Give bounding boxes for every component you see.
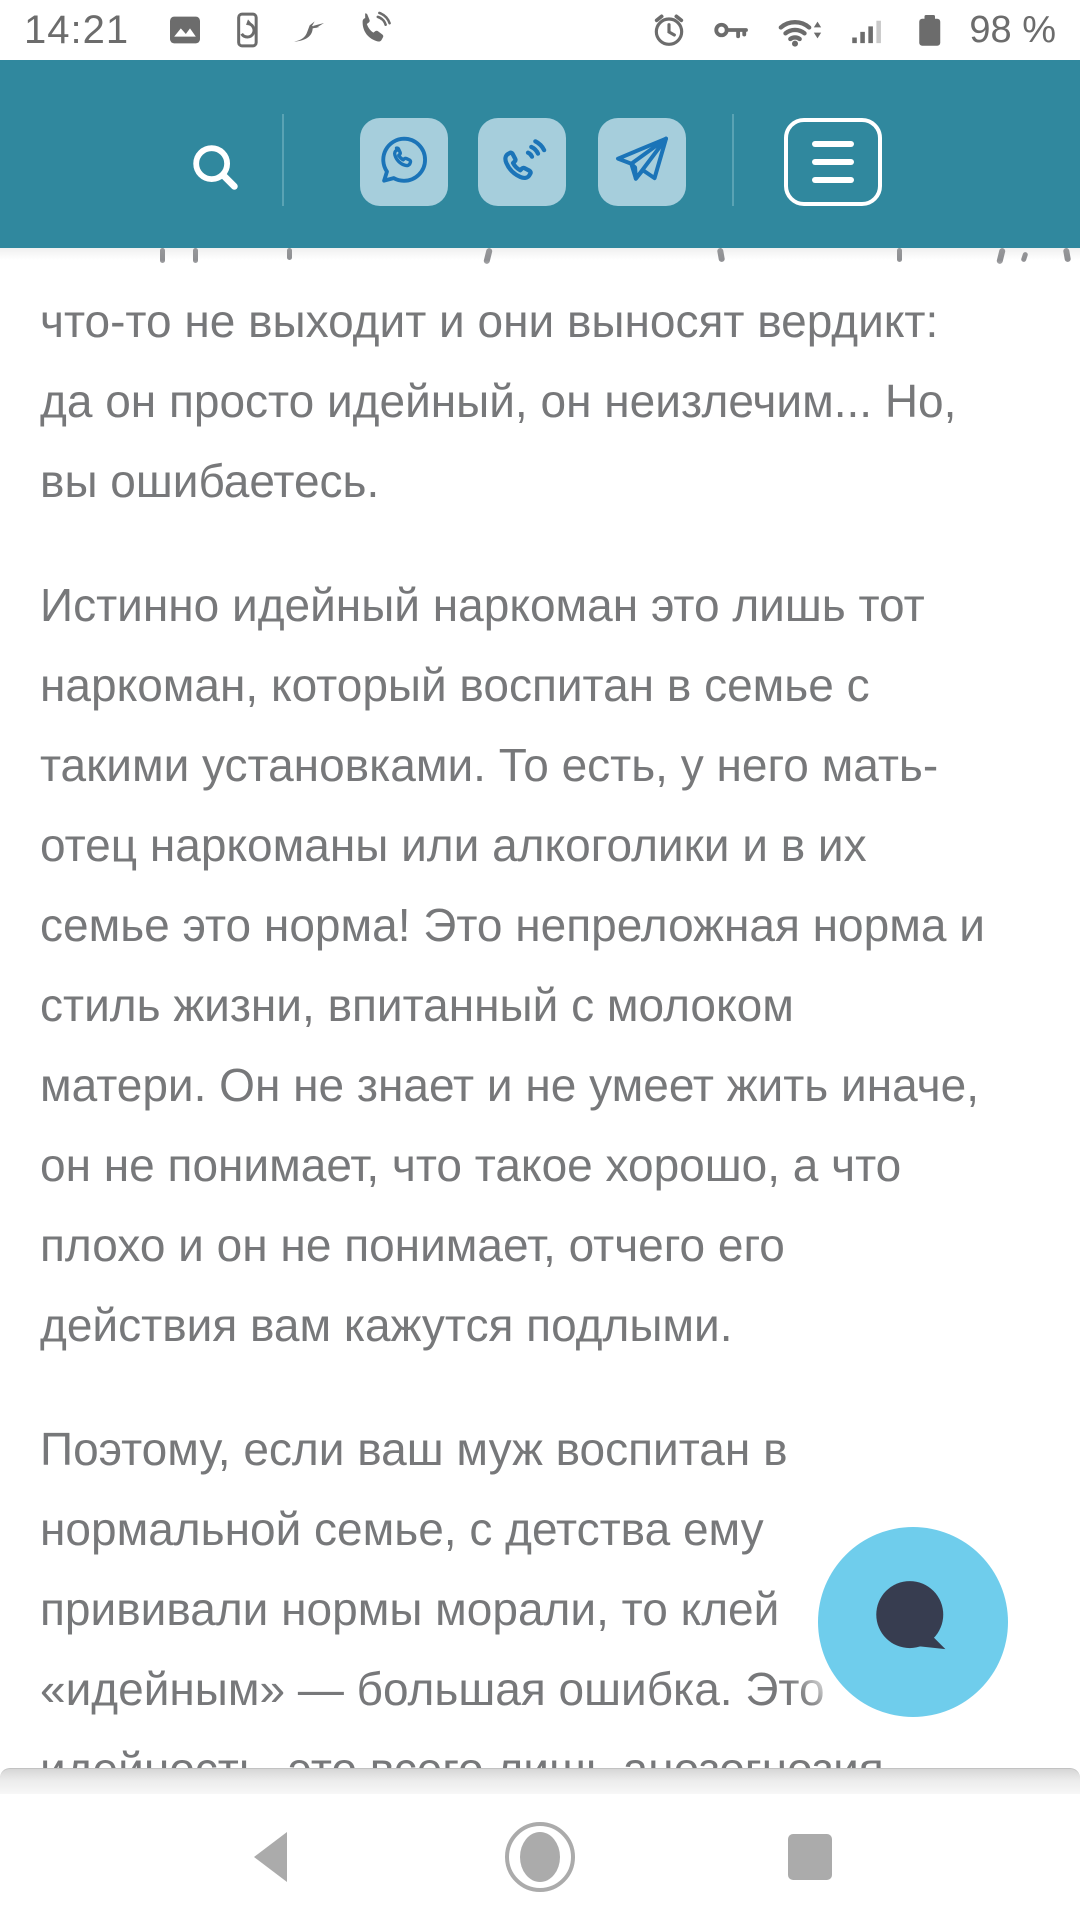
android-nav-bar — [0, 1794, 1080, 1920]
viber-icon — [490, 128, 554, 197]
menu-button[interactable] — [784, 118, 882, 206]
text-line: прививали нормы морали, то клей — [40, 1583, 780, 1635]
telegram-button[interactable] — [598, 118, 686, 206]
site-header — [0, 60, 1080, 248]
alarm-icon — [649, 10, 689, 50]
text-line: матери. Он не знает и не умеет жить иначе, — [40, 1059, 980, 1111]
paragraph — [40, 565, 1042, 1365]
text-line: плохо и он не понимает, отчего его — [40, 1219, 785, 1271]
text-line: что-то не выходит и они выносят вердикт: — [40, 295, 939, 347]
chat-bubble-icon — [859, 1566, 967, 1679]
key-icon — [711, 9, 753, 51]
search-button[interactable] — [180, 134, 252, 206]
header-divider — [732, 114, 734, 206]
text-line: такими установками. То есть, у него мать- — [40, 739, 939, 791]
header-divider — [282, 114, 284, 206]
nav-back-button[interactable] — [210, 1794, 330, 1920]
telegram-icon — [610, 128, 674, 197]
hamburger-icon — [812, 141, 854, 183]
cellular-signal-icon — [847, 9, 889, 51]
chat-widget-button[interactable] — [818, 1527, 1008, 1717]
clock-text: 14:21 — [24, 8, 130, 52]
text-line: вы ошибаетесь. — [40, 455, 380, 507]
whatsapp-button[interactable] — [360, 118, 448, 206]
gallery-icon — [165, 10, 205, 50]
header-shadow-fade — [0, 248, 1080, 282]
text-line: да он просто идейный, он неизлечим... Но, — [40, 375, 957, 427]
viber-button[interactable] — [478, 118, 566, 206]
text-line: наркоман, который воспитан в семье с — [40, 659, 870, 711]
text-line: отец наркоманы или алкоголики и в их — [40, 819, 867, 871]
active-call-icon — [351, 9, 393, 51]
nav-recents-button[interactable] — [750, 1794, 870, 1920]
text-line: Истинно идейный наркоман это лишь тот — [40, 579, 925, 631]
wifi-icon — [775, 9, 825, 51]
battery-percent-text: 98 % — [969, 9, 1056, 51]
status-bar-right — [649, 8, 1056, 52]
nav-home-button[interactable] — [480, 1794, 600, 1920]
status-bar — [0, 0, 1080, 60]
text-line: действия вам кажутся подлыми. — [40, 1299, 733, 1351]
search-icon — [187, 139, 245, 202]
paragraph — [40, 281, 1042, 521]
text-line: он не понимает, что такое хорошо, а что — [40, 1139, 902, 1191]
recents-icon — [788, 1834, 832, 1880]
home-icon — [505, 1822, 575, 1892]
vpn-bird-icon — [289, 10, 329, 50]
text-line: Поэтому, если ваш муж воспитан в — [40, 1423, 788, 1475]
header-toolbar — [0, 114, 1080, 248]
content-bottom-edge — [0, 1768, 1080, 1794]
text-line: нормальной семье, с детства ему — [40, 1503, 764, 1555]
status-bar-left — [24, 9, 393, 51]
text-line: «идейным» — большая ошибка. Это — [40, 1663, 825, 1715]
battery-icon — [911, 8, 947, 52]
back-icon — [254, 1832, 287, 1882]
text-line: семье это норма! Это непреложная норма и — [40, 899, 985, 951]
screen-rotation-icon — [227, 10, 267, 50]
whatsapp-icon — [373, 129, 435, 196]
text-line: стиль жизни, впитанный с молоком — [40, 979, 794, 1031]
